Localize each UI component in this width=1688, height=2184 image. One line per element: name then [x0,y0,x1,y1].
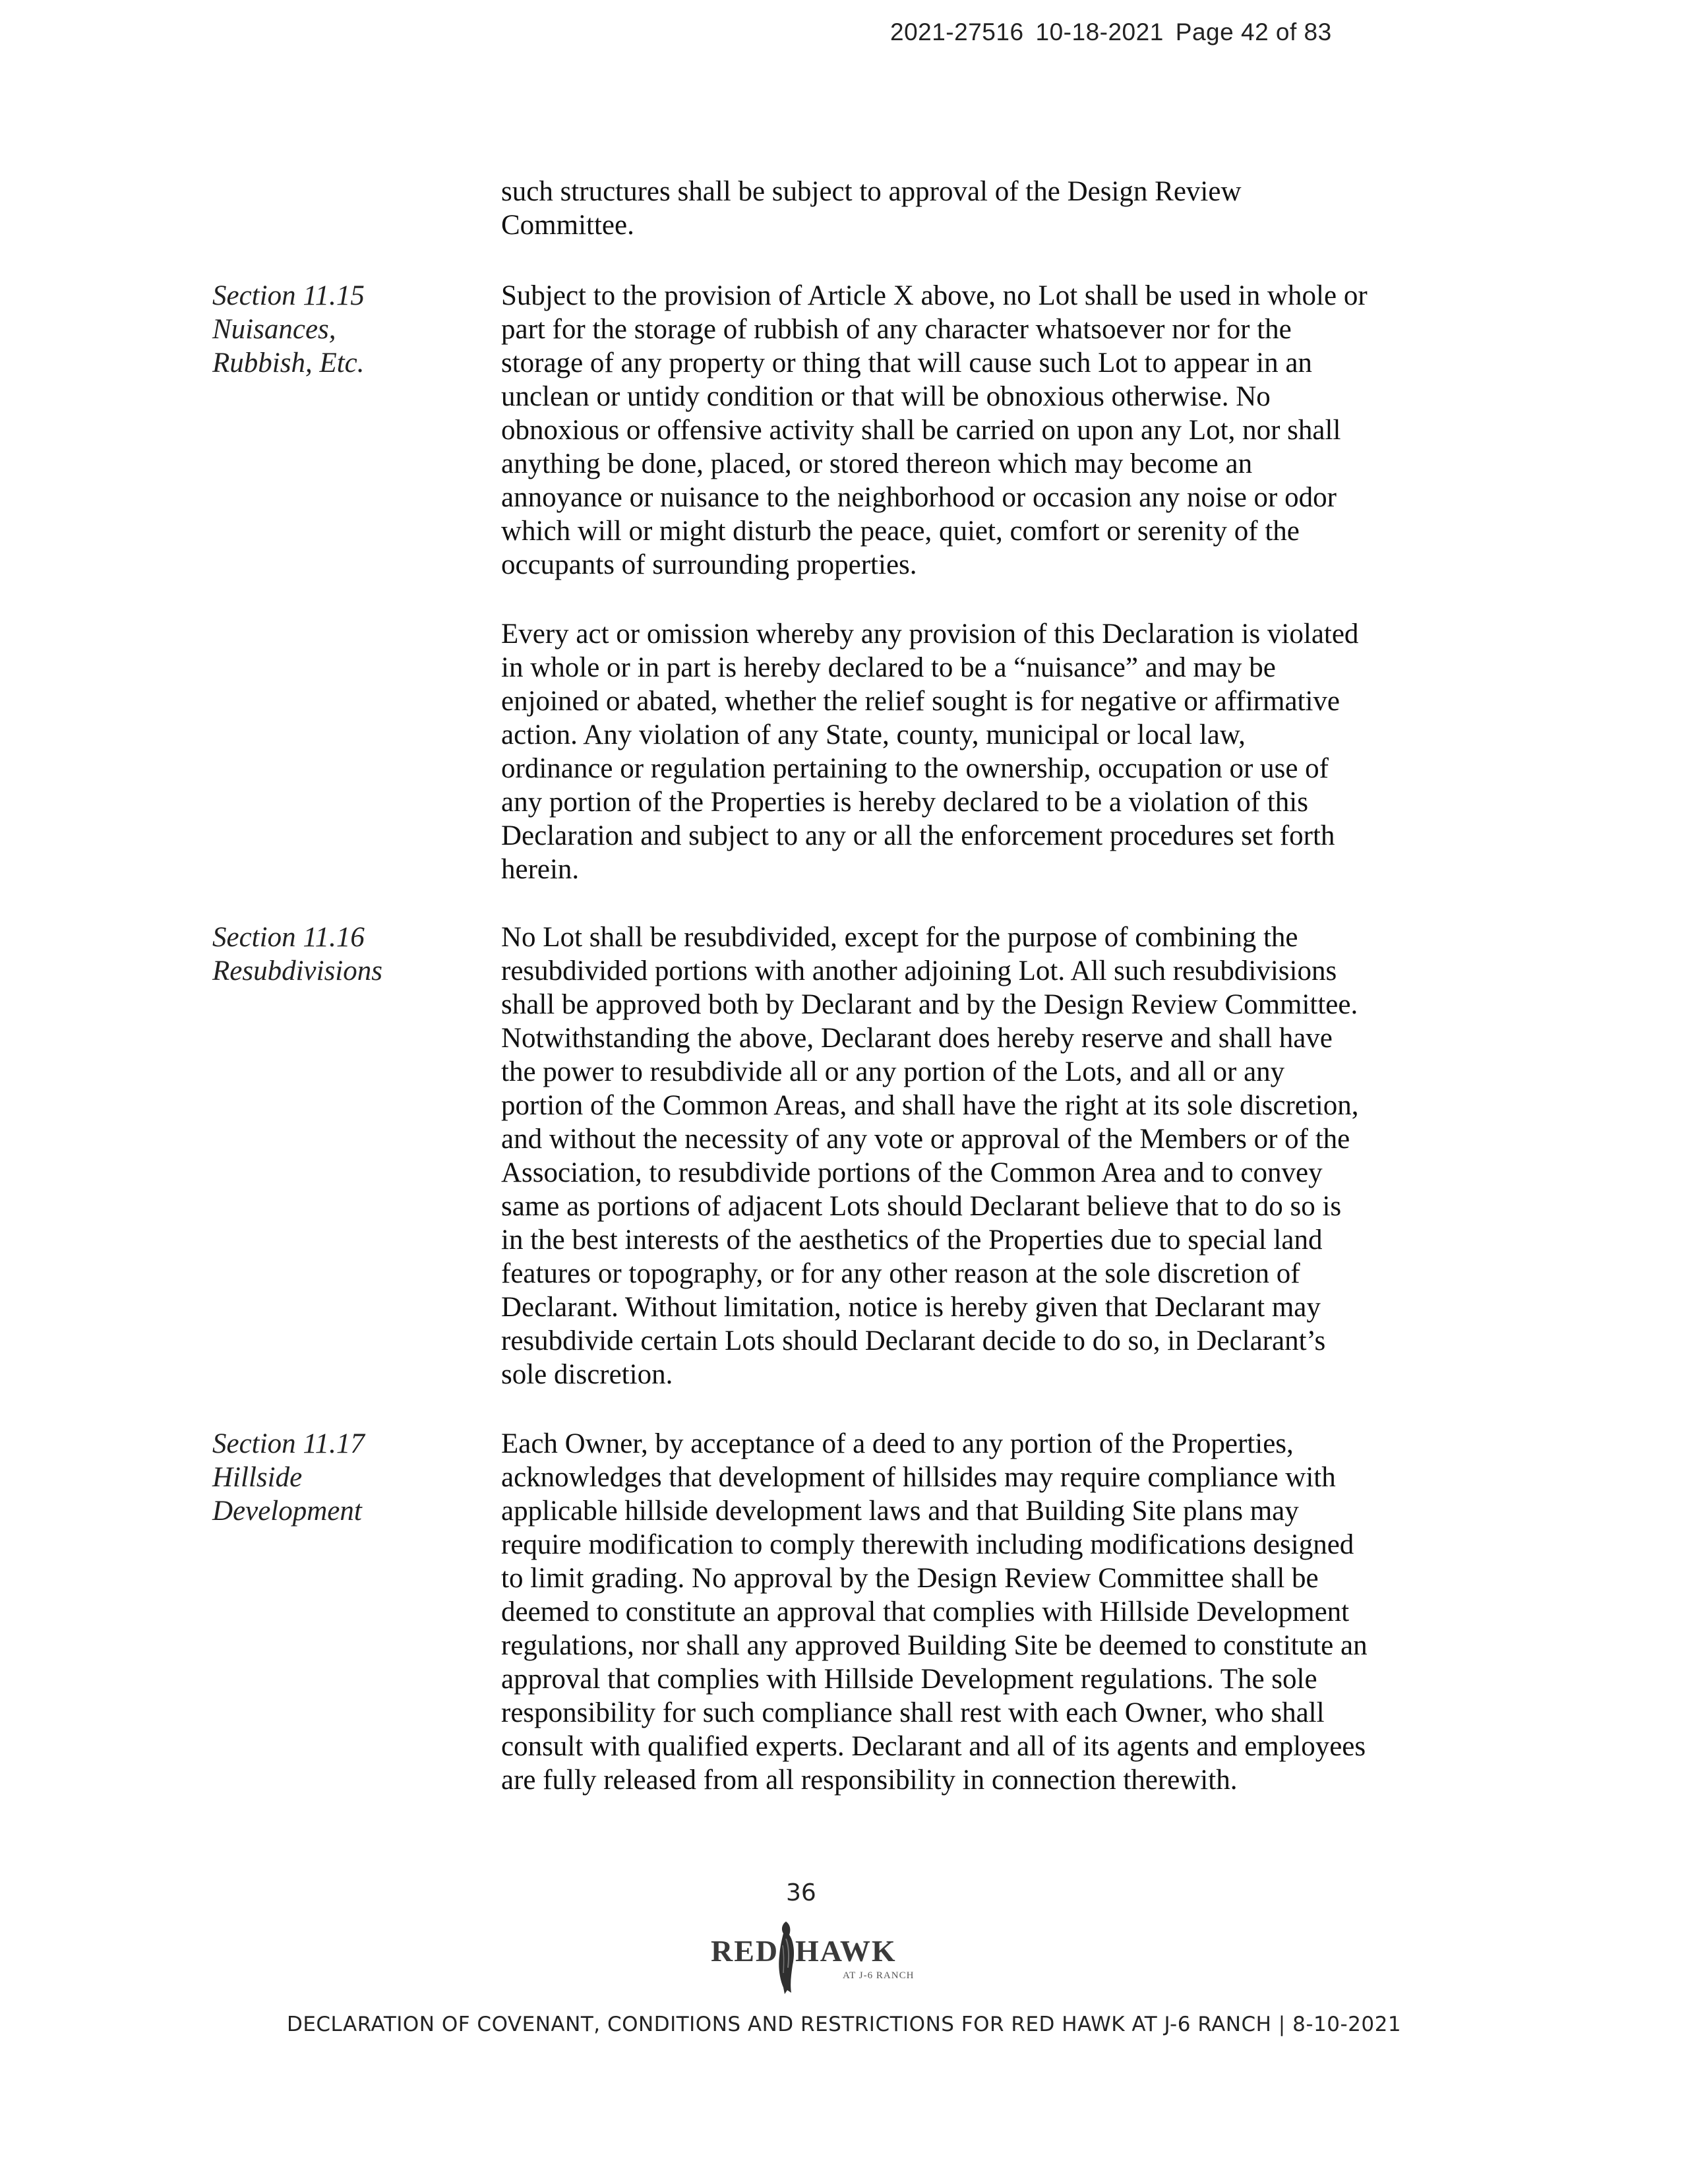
text-line: which will or might disturb the peace, quiet, comfort or serenity of the [501,516,1300,547]
section-11-17-paragraph [501,1427,1424,1797]
text-line: such structures shall be subject to approval of the Design Review [501,176,1242,207]
text-line: resubdivided portions with another adjoining Lot. All such resubdivisions [501,956,1337,986]
continuation-paragraph [501,175,1424,242]
text-line: in the best interests of the aesthetics of the Properties due to special land [501,1225,1323,1256]
section-11-15-paragraph-2 [501,617,1424,886]
text-line: resubdivide certain Lots should Declarant decide to do so, in Declarant’s [501,1325,1326,1356]
label-line: Development [212,1496,362,1527]
text-line: Declarant. Without limitation, notice is hereby given that Declarant may [501,1292,1321,1323]
text-line: and without the necessity of any vote or approval of the Members or of the [501,1124,1350,1155]
text-line: Association, to resubdivide portions of the Common Area and to convey [501,1157,1323,1188]
text-line: acknowledges that development of hillsides may require compliance with [501,1462,1336,1493]
label-line: Rubbish, Etc. [212,348,365,379]
section-label-11-15 [212,279,450,380]
text-line: Subject to the provision of Article X above, no Lot shall be used in whole or [501,280,1368,311]
logo-word-hawk: HAWK [795,1934,897,1968]
text-line: portion of the Common Areas, and shall have the right at its sole discretion, [501,1090,1359,1121]
section-11-15-paragraph-1 [501,279,1424,582]
text-line: applicable hillside development laws and that Building Site plans may [501,1496,1299,1527]
text-line: are fully released from all responsibility in connection therewith. [501,1765,1238,1796]
page-label: Page 42 of 83 [1175,18,1332,46]
text-line: responsibility for such compliance shall rest with each Owner, who shall [501,1697,1325,1728]
section-11-16-paragraph [501,921,1424,1391]
text-line: approval that complies with Hillside Development regulations. The sole [501,1664,1317,1695]
text-line: same as portions of adjacent Lots should Declarant believe that to do so is [501,1191,1342,1222]
text-line: features or topography, or for any other reason at the sole discretion of [501,1258,1300,1289]
label-line: Section 11.15 [212,280,365,311]
text-line: regulations, nor shall any approved Building Site be deemed to constitute an [501,1630,1368,1661]
text-line: part for the storage of rubbish of any character whatsoever nor for the [501,314,1292,345]
text-line: storage of any property or thing that will cause such Lot to appear in an [501,348,1312,379]
recording-stamp [890,18,1344,46]
text-line: Every act or omission whereby any provision of this Declaration is violated [501,619,1359,650]
page-number: 36 [786,1879,816,1906]
logo-word-red: RED [711,1934,779,1968]
text-line: herein. [501,854,580,885]
text-line: the power to resubdivide all or any portion of the Lots, and all or any [501,1056,1285,1087]
text-line: anything be done, placed, or stored thereon which may become an [501,448,1253,479]
logo-subtitle: AT J-6 RANCH [843,1970,915,1981]
text-line: ordinance or regulation pertaining to the ownership, occupation or use of [501,753,1329,784]
text-line: deemed to constitute an approval that complies with Hillside Development [501,1596,1350,1627]
doc-number: 2021-27516 [890,18,1024,46]
text-line: Each Owner, by acceptance of a deed to any portion of the Properties, [501,1428,1294,1459]
text-line: Declaration and subject to any or all the enforcement procedures set forth [501,820,1335,851]
label-line: Resubdivisions [212,956,382,986]
text-line: action. Any violation of any State, county, municipal or local law, [501,719,1246,750]
text-line: occupants of surrounding properties. [501,549,917,580]
text-line: any portion of the Properties is hereby declared to be a violation of this [501,787,1308,818]
text-line: Committee. [501,210,634,241]
section-label-11-17 [212,1427,450,1528]
footer-document-title: DECLARATION OF COVENANT, CONDITIONS AND RESTRICTIONS FOR RED HAWK AT J-6 RANCH | 8-10-2021 [286,2013,1402,2036]
text-line: consult with qualified experts. Declarant and all of its agents and employees [501,1731,1366,1762]
label-line: Nuisances, [212,314,336,345]
text-line: Notwithstanding the above, Declarant does hereby reserve and shall have [501,1023,1333,1054]
text-line: annoyance or nuisance to the neighborhood or occasion any noise or odor [501,482,1337,513]
text-line: enjoined or abated, whether the relief sought is for negative or affirmative [501,686,1341,717]
text-line: No Lot shall be resubdivided, except for the purpose of combining the [501,922,1298,953]
recording-date: 10-18-2021 [1035,18,1164,46]
text-line: to limit grading. No approval by the Design Review Committee shall be [501,1563,1319,1594]
label-line: Hillside [212,1462,303,1493]
text-line: require modification to comply therewith including modifications designed [501,1529,1354,1560]
red-hawk-logo [704,1919,915,1998]
label-line: Section 11.17 [212,1428,365,1459]
text-line: in whole or in part is hereby declared to be a “nuisance” and may be [501,652,1276,683]
text-line: sole discretion. [501,1359,673,1390]
text-line: unclean or untidy condition or that will be obnoxious otherwise. No [501,381,1271,412]
label-line: Section 11.16 [212,922,365,953]
section-label-11-16 [212,921,450,988]
text-line: shall be approved both by Declarant and by the Design Review Committee. [501,989,1358,1020]
text-line: obnoxious or offensive activity shall be carried on upon any Lot, nor shall [501,415,1341,446]
